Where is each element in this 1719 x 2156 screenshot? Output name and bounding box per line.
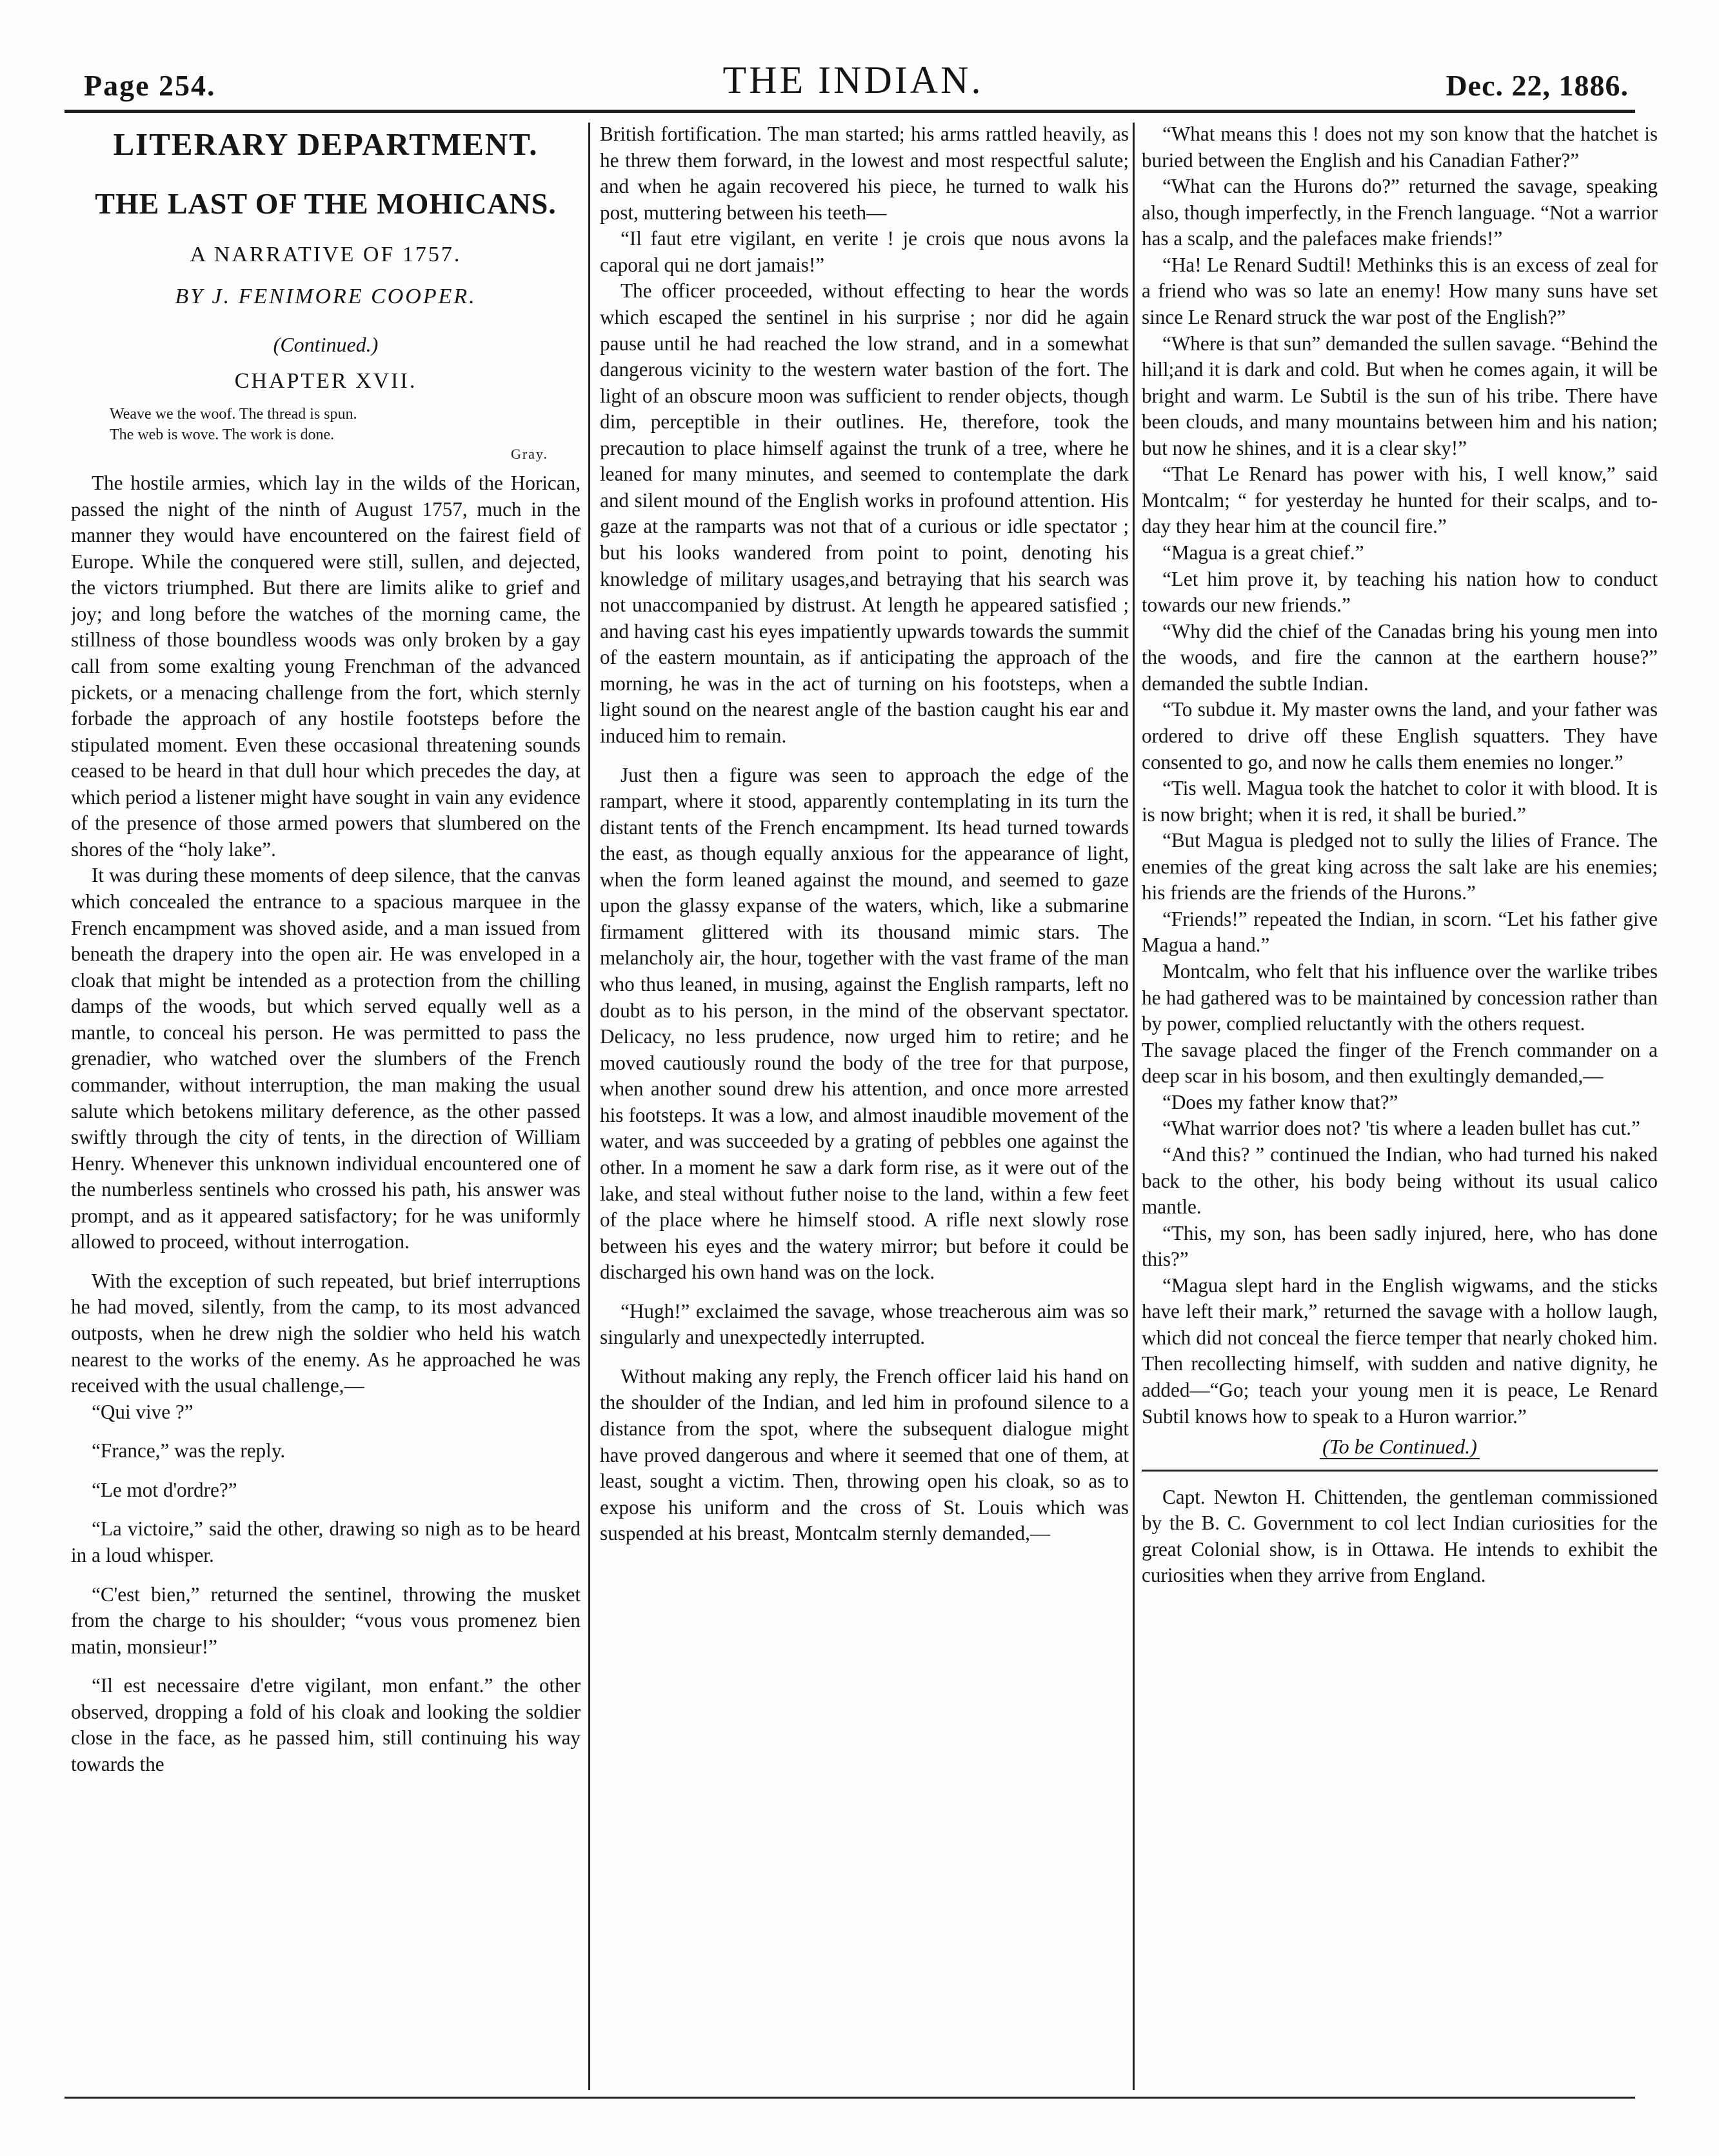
department-heading: LITERARY DEPARTMENT.	[113, 126, 539, 162]
paragraph: With the exception of such repeated, but brief interruptions he had moved, silently, from the camp, to its most advanced outposts, when he drew nigh the soldier who held his watch nearest to the works of the enemy. As he approached he was received with the usual challenge,—	[71, 1269, 581, 1397]
paragraph: “And this? ” continued the Indian, who had turned his naked back to the other, his body being without its usual calico mantle.	[1142, 1143, 1658, 1219]
paragraph: It was during these moments of deep silence, that the canvas which concealed the entrance to a spacious marquee in the French encampment was shoved aside, and a man issued from beneath the drapery into the open air. He was enveloped in a cloak that might be intended as a protection from the chilling damps of the woods, but which served equally well as a mantle, to conceal his person. He was permitted to pass the grenadier, who watched over the slumbers of the French commander, without interruption, the man making the usual salute which betokens military deference, as the other passed swiftly through the city of tents, in the direction of William Henry. Whenever this unknown individual encountered one of the numberless sentinels who crossed his path, his answer was prompt, and as it appeared satisfactory; for he was uniformly allowed to proceed, without interrogation.	[71, 864, 581, 1253]
paragraph: “Why did the chief of the Canadas bring his young men into the woods, and fire the cannon at the earthern house?” demanded the subtle Indian.	[1142, 619, 1658, 695]
column-3	[1142, 121, 1658, 2089]
paragraph: “What means this ! does not my son know that the hatchet is buried between the English and his Canadian Father?”	[1142, 123, 1658, 172]
paragraph: The savage placed the finger of the French commander on a deep scar in his bosom, and then exultingly demanded,—	[1142, 1038, 1658, 1088]
paragraph: “But Magua is pledged not to sully the lilies of France. The enemies of the great king across the salt lake are his enemies; his friends are the friends of the Hurons.”	[1142, 829, 1658, 904]
paragraph: “Friends!” repeated the Indian, in scorn. “Let his father give Magua a hand.”	[1142, 907, 1658, 957]
paragraph: Montcalm, who felt that his influence over the warlike tribes he had gathered was to be maintained by concession rather than by power, complied reluctantly with the others request.	[1142, 960, 1658, 1035]
chapter-heading: CHAPTER XVII.	[234, 369, 417, 394]
story-subtitle: A NARRATIVE OF 1757.	[190, 243, 462, 267]
notice-paragraph: Capt. Newton H. Chittenden, the gentleman commissioned by the B. C. Government to col lect Indian curiosities for the great Colonial show, is in Ottawa. He intends to exhibit the curiosities when they arrive from England.	[1142, 1485, 1658, 1587]
masthead-rule	[65, 110, 1635, 113]
paragraph: “Where is that sun” demanded the sullen savage. “Behind the hill;and it is dark and cold. But when he comes again, it will be bright and warm. Le Subtil is the sun of his tribe. There have been clouds, and many mountains between him and his nation; but now he shines, and it is a clear sky!”	[1142, 332, 1658, 459]
paragraph: “Let him prove it, by teaching his nation how to conduct towards our new friends.”	[1142, 567, 1658, 617]
paragraph: Just then a figure was seen to approach the edge of the rampart, where it stood, apparently contemplating in its turn the distant tents of the French encampment. Its head turned towards the east, as though equally anxious for the appearance of light, when the form leaned against the mound, and seemed to gaze upon the glassy expanse of the waters, which, like a submarine firmament glittered with its thousand mimic stars. The melancholy air, the hour, together with the vast frame of the man who thus leaned, in musing, against the English ramparts, left no doubt as to his person, in the mind of the observant spectator. Delicacy, no less prudence, now urged him to retire; and he moved cautiously round the body of the tree for that purpose, when another sound drew his attention, and once more arrested his footsteps. It was a low, and almost inaudible movement of the water, and was succeeded by a grating of pebbles one against the other. In a moment he saw a dark form rise, as it were out of the lake, and steal without futher noise to the land, within a few feet of the place where he himself stood. A rifle next slowly rose between his eyes and the watery mirror; but before it could be discharged his own hand was on the lock.	[600, 763, 1129, 1284]
paragraph: “That Le Renard has power with his, I well know,” said Montcalm; “ for yesterday he hunted for their scalps, and to-day they hear him at the council fire.”	[1142, 463, 1658, 538]
paragraph: “Qui vive ?”	[92, 1400, 194, 1423]
paragraph: “What warrior does not? 'tis where a leaden bullet has cut.”	[1162, 1117, 1640, 1140]
paragraph: “France,” was the reply.	[92, 1439, 286, 1462]
story-title: THE LAST OF THE MOHICANS.	[95, 186, 557, 220]
epigraph-line: The web is wove. The work is done.	[110, 426, 335, 444]
section-separator	[1142, 1470, 1658, 1472]
paragraph: “This, my son, has been sadly injured, here, who has done this?”	[1142, 1221, 1658, 1271]
paragraph: “La victoire,” said the other, drawing so nigh as to be heard in a loud whisper.	[71, 1517, 581, 1566]
epigraph-line: Weave we the woof. The thread is spun.	[110, 405, 357, 423]
issue-date: Dec. 22, 1886.	[1446, 69, 1629, 102]
paragraph: “Hugh!” exclaimed the savage, whose treacherous aim was so singularly and unexpectedly interrupted.	[600, 1299, 1129, 1349]
paragraph: “Magua slept hard in the English wigwams, and the sticks have left their mark,” returned the savage with a hollow laugh, which did not conceal the fierce temper that nearly choked him. Then recollecting himself, with sudden and native dignity, he added—“Go; teach your young men it is peace, Le Renard Subtil knows how to speak to a Huron warrior.”	[1142, 1273, 1658, 1428]
newspaper-title: THE INDIAN.	[722, 59, 984, 101]
column-2	[600, 121, 1129, 2089]
paragraph: “Magua is a great chief.”	[1162, 541, 1364, 564]
paragraph: “Ha! Le Renard Sudtil! Methinks this is an excess of zeal for a friend who was so late an enemy! How many suns have set since Le Renard struck the war post of the English?”	[1142, 253, 1658, 328]
column-divider-1	[588, 123, 590, 2090]
page-number: Page 254.	[84, 69, 216, 102]
paragraph: “Tis well. Magua took the hatchet to color it with blood. It is is now bright; when it is red, it shall be buried.”	[1142, 777, 1658, 826]
paragraph: The hostile armies, which lay in the wilds of the Horican, passed the night of the ninth of August 1757, much in the manner they would have encountered on the fairest field of Europe. While the conquered were still, sullen, and dejected, the victors triumphed. But there are limits alike to grief and joy; and long before the watches of the morning came, the stillness of those boundless woods was only broken by a gay call from some exalting young Frenchman of the advanced pickets, or a menacing challenge from the fort, which sternly forbade the approach of any hostile footsteps before the stipulated moment. Even these occasional threatening sounds ceased to be heard in that dull hour which precedes the day, at which period a listener might have sought in vain any evidence of the presence of those armed powers that slumbered on the shores of the “holy lake”.	[71, 472, 581, 861]
continued-note: (Continued.)	[273, 332, 379, 356]
paragraph: “Le mot d'ordre?”	[92, 1478, 237, 1501]
paragraph: “To subdue it. My master owns the land, and your father was ordered to drive off these English squatters. They have consented to go, and now he calls them enemies no longer.”	[1142, 698, 1658, 774]
paragraph: The officer proceeded, without effecting to hear the words which escaped the sentinel in his surprise ; nor did he again pause until he had reached the low strand, and in a somewhat dangerous vicinity to the western water bastion of the fort. The light of an obscure moon was sufficient to render objects, though dim, perceptible in their outlines. He, therefore, took the precaution to place himself against the trunk of a tree, where he leaned for many minutes, and seemed to contemplate the dark and silent mound of the English works in profound attention. His gaze at the ramparts was not that of a curious or idle spectator ; but his looks wandered from point to point, denoting his knowledge of military usages,and betraying that his search was not unaccompanied by distrust. At length he appeared satisfied ; and having cast his eyes impatiently upwards towards the summit of the eastern mountain, as if anticipating the approach of the morning, he was in the act of turning on his footsteps, when a light sound on the nearest angle of the bastion caught his ear and induced him to remain.	[600, 279, 1129, 747]
paragraph: “Il est necessaire d'etre vigilant, mon enfant.” the other observed, dropping a fold of his cloak and looking the soldier close in the face, as he passed him, still continuing his way towards the	[71, 1674, 581, 1775]
column-1	[71, 121, 581, 2089]
paragraph: British fortification. The man started; his arms rattled heavily, as he threw them forward, in the lowest and most respectful salute; and when he again recovered his piece, he turned to walk his post, muttering between his teeth—	[600, 123, 1129, 224]
paragraph: “Il faut etre vigilant, en verite ! je crois que nous avons la caporal qui ne dort jamais!”	[600, 227, 1129, 276]
paragraph: “What can the Hurons do?” returned the savage, speaking also, though imperfectly, in the French language. “Not a warrior has a scalp, and the palefaces make friends!”	[1142, 175, 1658, 250]
story-author: BY J. FENIMORE COOPER.	[175, 284, 477, 308]
column-divider-2	[1133, 123, 1135, 2090]
to-be-continued-text: (To be Continued.)	[1320, 1435, 1480, 1459]
paragraph: “C'est bien,” returned the sentinel, throwing the musket from the charge to his shoulder; “vous vous promenez bien matin, monsieur!”	[71, 1582, 581, 1658]
paragraph: “Does my father know that?”	[1162, 1090, 1398, 1113]
to-be-continued	[1142, 1433, 1658, 1461]
bottom-rule	[65, 2097, 1635, 2099]
epigraph-author: Gray.	[510, 446, 548, 463]
paragraph: Without making any reply, the French officer laid his hand on the shoulder of the Indian, and led him in profound silence to a distance from the spot, where the subsequent dialogue might have proved dangerous and where it seemed that one of them, at least, sought a victim. Then, throwing open his cloak, so as to expose his uniform and the cross of St. Louis which was suspended at his breast, Montcalm sternly demanded,—	[600, 1364, 1129, 1545]
